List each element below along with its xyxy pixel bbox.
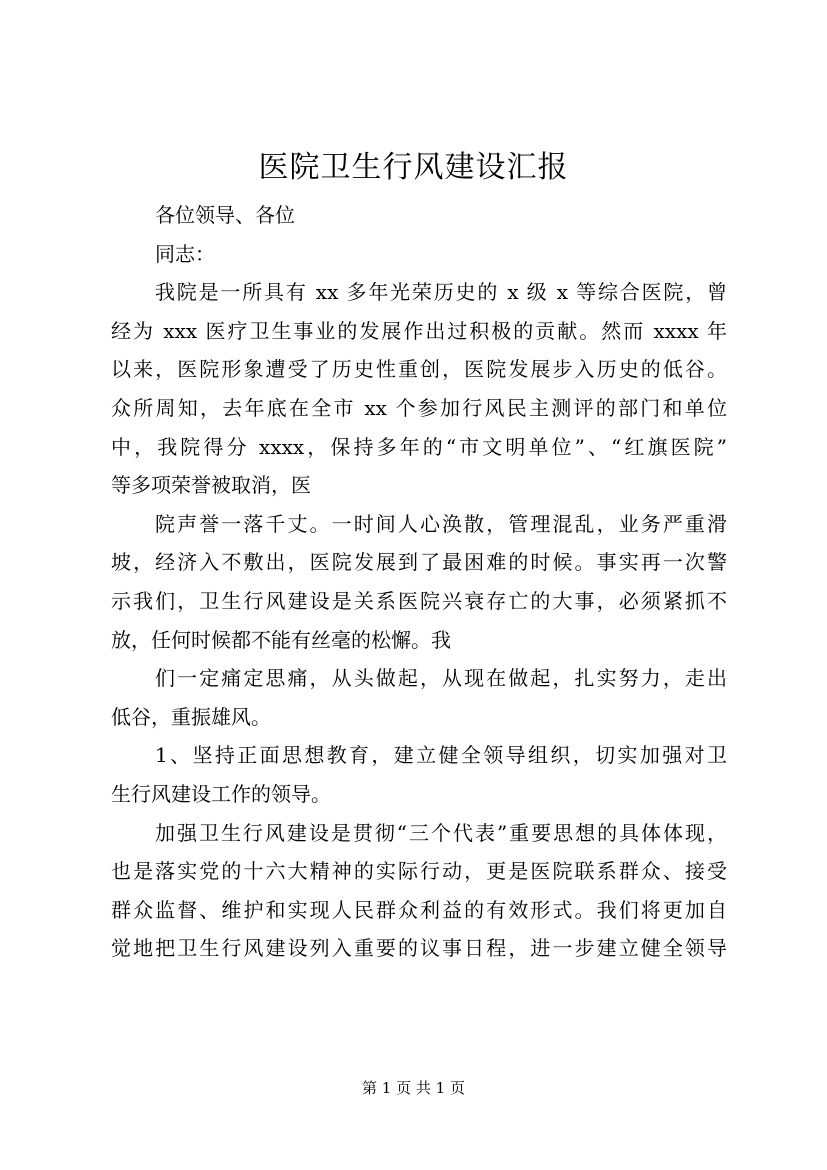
text-line: 院声誉一落千丈。一时间人心涣散，管理混乱，业务严重滑 <box>155 511 727 536</box>
text-line: 放，任何时候都不能有丝毫的松懈。我 <box>111 627 451 652</box>
text-line: 同志： <box>155 241 215 266</box>
text-line: 坡，经济入不敷出，医院发展到了最困难的时候。事实再一次警 <box>111 550 727 575</box>
text-line: 我院是一所具有 xx 多年光荣历史的 x 级 x 等综合医院，曾 <box>155 280 727 305</box>
text-line: 等多项荣誉被取消，医 <box>111 473 311 498</box>
text-line: 群众监督、维护和实现人民群众利益的有效形式。我们将更加自 <box>111 897 727 922</box>
text-line: 1、坚持正面思想教育，建立健全领导组织，切实加强对卫 <box>155 743 727 768</box>
text-line: 中，我院得分 xxxx，保持多年的“市文明单位”、“红旗医院” <box>111 434 727 459</box>
text-line: 觉地把卫生行风建设列入重要的议事日程，进一步建立健全领导 <box>111 936 727 961</box>
text-line: 众所周知，去年底在全市 xx 个参加行风民主测评的部门和单位 <box>111 395 727 420</box>
text-line: 各位领导、各位 <box>155 203 295 227</box>
document-title: 医院卫生行风建设汇报 <box>258 150 569 185</box>
page-footer: 第 1 页 共 1 页 <box>362 1079 465 1097</box>
text-line: 们一定痛定思痛，从头做起，从现在做起，扎实努力，走出 <box>155 666 727 691</box>
document-body <box>111 196 727 968</box>
text-line: 示我们，卫生行风建设是关系医院兴衰存亡的大事，必须紧抓不 <box>111 588 727 613</box>
text-line: 低谷，重振雄风。 <box>111 704 271 729</box>
text-line: 加强卫生行风建设是贯彻“三个代表”重要思想的具体体现， <box>155 820 727 845</box>
text-line: 经为 xxx 医疗卫生事业的发展作出过积极的贡献。然而 xxxx 年 <box>111 318 727 343</box>
text-line: 以来，医院形象遭受了历史性重创，医院发展步入历史的低谷。 <box>111 357 727 382</box>
text-line: 生行风建设工作的领导。 <box>111 781 331 806</box>
text-line: 也是落实党的十六大精神的实际行动，更是医院联系群众、接受 <box>111 859 727 884</box>
